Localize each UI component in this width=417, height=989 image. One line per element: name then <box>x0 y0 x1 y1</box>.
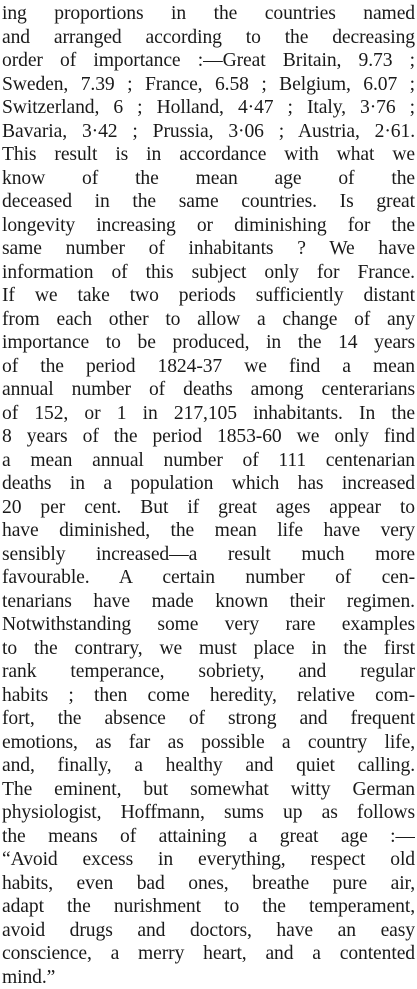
article-text <box>2 2 415 989</box>
text-line: longevity increasing or diminishing for the <box>2 214 415 238</box>
text-line: avoid drugs and doctors, have an easy <box>2 919 415 943</box>
text-line: from each other to allow a change of any <box>2 308 415 332</box>
text-line: deaths in a population which has increased <box>2 472 415 496</box>
text-line: If we take two periods sufficiently distant <box>2 284 415 308</box>
text-line: favourable. A certain number of cen- <box>2 566 415 590</box>
text-line: Sweden, 7.39 ; France, 6.58 ; Belgium, 6.07 ; <box>2 73 415 97</box>
text-line: rank temperance, sobriety, and regular <box>2 660 415 684</box>
text-line: sensibly increased—a result much more <box>2 543 415 567</box>
text-line: have diminished, the mean life have very <box>2 519 415 543</box>
text-line: know of the mean age of the <box>2 167 415 191</box>
text-line: Switzerland, 6 ; Holland, 4·47 ; Italy, 3·76 ; <box>2 96 415 120</box>
text-line: conscience, a merry heart, and a contented <box>2 942 415 966</box>
text-line: order of importance :—Great Britain, 9.73 ; <box>2 49 415 73</box>
text-line: tenarians have made known their regimen. <box>2 590 415 614</box>
text-line: Bavaria, 3·42 ; Prussia, 3·06 ; Austria, 2·61. <box>2 120 415 144</box>
text-line: annual number of deaths among centerarians <box>2 378 415 402</box>
text-line: of the period 1824-37 we find a mean <box>2 355 415 379</box>
text-line: Notwithstanding some very rare examples <box>2 613 415 637</box>
text-line: “Avoid excess in everything, respect old <box>2 848 415 872</box>
text-line: importance to be produced, in the 14 years <box>2 331 415 355</box>
text-line: of 152, or 1 in 217,105 inhabitants. In the <box>2 402 415 426</box>
text-line: and arranged according to the decreasing <box>2 26 415 50</box>
text-line: and, finally, a healthy and quiet calling. <box>2 754 415 778</box>
text-line: information of this subject only for France. <box>2 261 415 285</box>
text-line: fort, the absence of strong and frequent <box>2 707 415 731</box>
text-line: to the contrary, we must place in the first <box>2 637 415 661</box>
text-line: adapt the nurishment to the temperament, <box>2 895 415 919</box>
text-line: deceased in the same countries. Is great <box>2 190 415 214</box>
text-line: The eminent, but somewhat witty German <box>2 778 415 802</box>
text-line: ing proportions in the countries named <box>2 2 415 26</box>
text-line: This result is in accordance with what we <box>2 143 415 167</box>
text-line: 8 years of the period 1853-60 we only find <box>2 425 415 449</box>
text-line: 20 per cent. But if great ages appear to <box>2 496 415 520</box>
text-line: mind.” <box>2 966 415 989</box>
text-line: habits, even bad ones, breathe pure air, <box>2 872 415 896</box>
text-line: the means of attaining a great age :— <box>2 825 415 849</box>
text-line: same number of inhabitants ? We have <box>2 237 415 261</box>
text-line: emotions, as far as possible a country life, <box>2 731 415 755</box>
text-line: physiologist, Hoffmann, sums up as follows <box>2 801 415 825</box>
text-line: habits ; then come heredity, relative com- <box>2 684 415 708</box>
text-line: a mean annual number of 111 centenarian <box>2 449 415 473</box>
